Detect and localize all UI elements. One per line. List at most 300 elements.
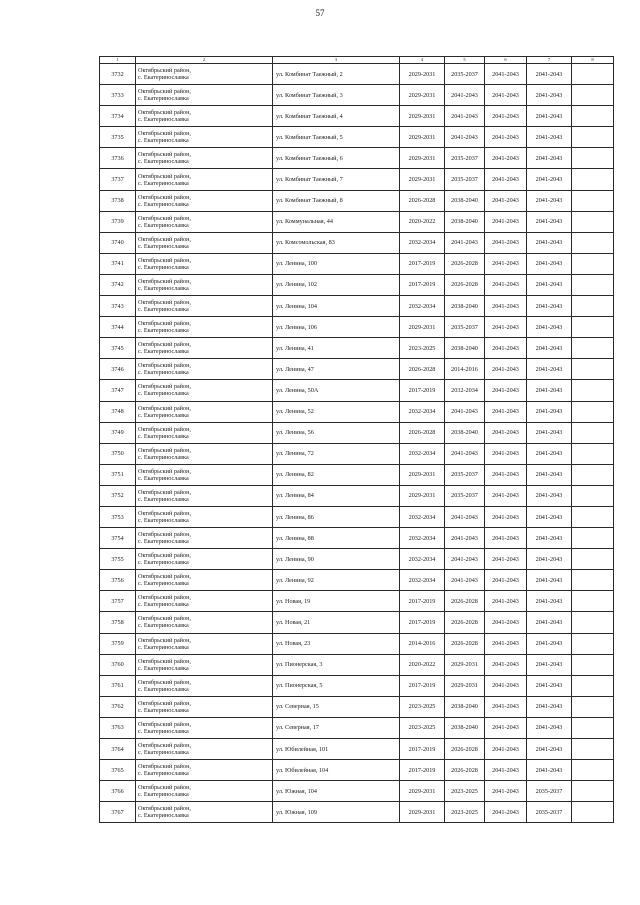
row-number: 3756: [100, 570, 136, 591]
period-cell: 2041-2043: [445, 401, 485, 422]
row-number: 3764: [100, 739, 136, 760]
district-name: Октябрьский район,: [138, 615, 191, 623]
location-cell: [136, 802, 273, 823]
period-cell: 2029-2031: [445, 654, 485, 675]
period-cell: 2041-2043: [445, 443, 485, 464]
empty-cell: [572, 675, 614, 696]
period-cell: 2023-2025: [400, 696, 445, 717]
village-name: с. Екатеринославка: [138, 538, 189, 546]
period-cell: 2032-2034: [400, 296, 445, 317]
period-cell: 2041-2043: [527, 696, 572, 717]
district-name: Октябрьский район,: [138, 510, 191, 518]
district-name: Октябрьский район,: [138, 256, 191, 264]
empty-cell: [572, 612, 614, 633]
period-cell: 2041-2043: [485, 190, 527, 211]
village-name: с. Екатеринославка: [138, 432, 189, 440]
district-name: Октябрьский район,: [138, 404, 191, 412]
address-cell: ул. Новая, 19: [273, 591, 400, 612]
period-cell: 2041-2043: [527, 717, 572, 738]
empty-cell: [572, 85, 614, 106]
empty-cell: [572, 169, 614, 190]
village-name: с. Екатеринославка: [138, 369, 189, 377]
period-cell: 2041-2043: [527, 485, 572, 506]
row-number: 3743: [100, 296, 136, 317]
period-cell: 2041-2043: [485, 654, 527, 675]
address-cell: ул. Ленина, 82: [273, 464, 400, 485]
row-number: 3758: [100, 612, 136, 633]
table-row: [100, 675, 614, 696]
village-name: с. Екатеринославка: [138, 749, 189, 757]
row-number: 3739: [100, 211, 136, 232]
village-name: с. Екатеринославка: [138, 348, 189, 356]
period-cell: 2041-2043: [527, 232, 572, 253]
row-number: 3741: [100, 253, 136, 274]
village-name: с. Екатеринославка: [138, 812, 189, 820]
empty-cell: [572, 232, 614, 253]
period-cell: 2038-2040: [445, 696, 485, 717]
table-row: [100, 274, 614, 295]
district-name: Октябрьский район,: [138, 742, 191, 750]
period-cell: 2041-2043: [527, 570, 572, 591]
empty-cell: [572, 422, 614, 443]
table-row: [100, 506, 614, 527]
period-cell: 2041-2043: [445, 232, 485, 253]
period-cell: 2032-2034: [400, 443, 445, 464]
table-row: [100, 253, 614, 274]
period-cell: 2041-2043: [485, 570, 527, 591]
empty-cell: [572, 485, 614, 506]
address-cell: ул. Комбинат Таежный, 4: [273, 106, 400, 127]
row-number: 3749: [100, 422, 136, 443]
period-cell: 2041-2043: [485, 675, 527, 696]
row-number: 3765: [100, 760, 136, 781]
table-row: [100, 760, 614, 781]
district-name: Октябрьский район,: [138, 299, 191, 307]
period-cell: 2041-2043: [485, 549, 527, 570]
village-name: с. Екатеринославка: [138, 601, 189, 609]
row-number: 3734: [100, 106, 136, 127]
location-cell: [136, 717, 273, 738]
district-name: Октябрьский район,: [138, 109, 191, 117]
location-cell: [136, 85, 273, 106]
period-cell: 2026-2028: [400, 359, 445, 380]
table-row: [100, 106, 614, 127]
location-cell: [136, 633, 273, 654]
period-cell: 2029-2031: [400, 148, 445, 169]
district-name: Октябрьский район,: [138, 488, 191, 496]
period-cell: 2041-2043: [527, 760, 572, 781]
village-name: с. Екатеринославка: [138, 411, 189, 419]
period-cell: 2041-2043: [485, 633, 527, 654]
table-row: [100, 380, 614, 401]
period-cell: 2035-2037: [445, 64, 485, 85]
table-row: [100, 696, 614, 717]
village-name: с. Екатеринославка: [138, 95, 189, 103]
row-number: 3754: [100, 528, 136, 549]
address-cell: ул. Ленина, 84: [273, 485, 400, 506]
period-cell: 2017-2019: [400, 612, 445, 633]
period-cell: 2026-2028: [445, 739, 485, 760]
period-cell: 2041-2043: [527, 739, 572, 760]
village-name: с. Екатеринославка: [138, 559, 189, 567]
location-cell: [136, 506, 273, 527]
period-cell: 2041-2043: [485, 211, 527, 232]
empty-cell: [572, 802, 614, 823]
period-cell: 2041-2043: [445, 506, 485, 527]
empty-cell: [572, 401, 614, 422]
empty-cell: [572, 148, 614, 169]
village-name: с. Екатеринославка: [138, 580, 189, 588]
table-row: [100, 485, 614, 506]
location-cell: [136, 338, 273, 359]
period-cell: 2041-2043: [527, 317, 572, 338]
empty-cell: [572, 528, 614, 549]
period-cell: 2035-2037: [445, 485, 485, 506]
period-cell: 2041-2043: [527, 549, 572, 570]
address-cell: ул. Новая, 21: [273, 612, 400, 633]
column-number-row: [100, 57, 614, 64]
village-name: с. Екатеринославка: [138, 284, 189, 292]
period-cell: 2041-2043: [485, 338, 527, 359]
row-number: 3759: [100, 633, 136, 654]
address-cell: ул. Ленина, 47: [273, 359, 400, 380]
empty-cell: [572, 443, 614, 464]
period-cell: 2017-2019: [400, 253, 445, 274]
address-cell: ул. Ленина, 90: [273, 549, 400, 570]
period-cell: 2038-2040: [445, 422, 485, 443]
period-cell: 2041-2043: [527, 506, 572, 527]
village-name: с. Екатеринославка: [138, 664, 189, 672]
period-cell: 2041-2043: [527, 612, 572, 633]
period-cell: 2041-2043: [485, 760, 527, 781]
address-cell: ул. Северная, 17: [273, 717, 400, 738]
table-row: [100, 654, 614, 675]
empty-cell: [572, 717, 614, 738]
empty-cell: [572, 781, 614, 802]
period-cell: 2041-2043: [527, 591, 572, 612]
period-cell: 2041-2043: [527, 85, 572, 106]
period-cell: 2041-2043: [445, 106, 485, 127]
village-name: с. Екатеринославка: [138, 306, 189, 314]
period-cell: 2041-2043: [485, 739, 527, 760]
period-cell: 2041-2043: [485, 802, 527, 823]
address-cell: ул. Ленина, 92: [273, 570, 400, 591]
address-cell: ул. Ленина, 52: [273, 401, 400, 422]
empty-cell: [572, 739, 614, 760]
period-cell: 2026-2028: [445, 633, 485, 654]
empty-cell: [572, 464, 614, 485]
period-cell: 2041-2043: [445, 85, 485, 106]
period-cell: 2041-2043: [485, 253, 527, 274]
address-cell: ул. Юбилейная, 104: [273, 760, 400, 781]
period-cell: 2041-2043: [485, 717, 527, 738]
period-cell: 2029-2031: [400, 64, 445, 85]
location-cell: [136, 443, 273, 464]
district-name: Октябрьский район,: [138, 573, 191, 581]
period-cell: 2041-2043: [445, 127, 485, 148]
table-row: [100, 591, 614, 612]
address-cell: ул. Ленина, 106: [273, 317, 400, 338]
row-number: 3755: [100, 549, 136, 570]
period-cell: 2026-2028: [445, 274, 485, 295]
period-cell: 2026-2028: [445, 612, 485, 633]
row-number: 3767: [100, 802, 136, 823]
table-row: [100, 359, 614, 380]
district-name: Октябрьский район,: [138, 552, 191, 560]
period-cell: 2029-2031: [400, 485, 445, 506]
address-cell: ул. Комбинат Таежный, 5: [273, 127, 400, 148]
period-cell: 2041-2043: [527, 675, 572, 696]
period-cell: 2041-2043: [527, 253, 572, 274]
table-row: [100, 781, 614, 802]
location-cell: [136, 232, 273, 253]
district-name: Октябрьский район,: [138, 193, 191, 201]
village-name: с. Екатеринославка: [138, 770, 189, 778]
village-name: с. Екатеринославка: [138, 74, 189, 82]
address-cell: ул. Коммунальная, 44: [273, 211, 400, 232]
village-name: с. Екатеринославка: [138, 242, 189, 250]
period-cell: 2041-2043: [527, 64, 572, 85]
row-number: 3766: [100, 781, 136, 802]
address-cell: ул. Ленина, 88: [273, 528, 400, 549]
period-cell: 2041-2043: [527, 528, 572, 549]
empty-cell: [572, 760, 614, 781]
period-cell: 2041-2043: [527, 422, 572, 443]
table-row: [100, 317, 614, 338]
period-cell: 2014-2016: [445, 359, 485, 380]
table-row: [100, 127, 614, 148]
address-cell: ул. Пионерская, 5: [273, 675, 400, 696]
location-cell: [136, 169, 273, 190]
period-cell: 2041-2043: [527, 401, 572, 422]
address-cell: ул. Южная, 109: [273, 802, 400, 823]
location-cell: [136, 127, 273, 148]
village-name: с. Екатеринославка: [138, 327, 189, 335]
table-row: [100, 717, 614, 738]
period-cell: 2041-2043: [485, 317, 527, 338]
village-name: с. Екатеринославка: [138, 643, 189, 651]
period-cell: 2038-2040: [445, 296, 485, 317]
period-cell: 2017-2019: [400, 760, 445, 781]
period-cell: 2035-2037: [527, 781, 572, 802]
empty-cell: [572, 253, 614, 274]
column-header: 8: [572, 57, 614, 64]
table-row: [100, 190, 614, 211]
period-cell: 2041-2043: [527, 211, 572, 232]
period-cell: 2029-2031: [400, 127, 445, 148]
location-cell: [136, 401, 273, 422]
empty-cell: [572, 317, 614, 338]
period-cell: 2041-2043: [485, 422, 527, 443]
row-number: 3733: [100, 85, 136, 106]
period-cell: 2023-2025: [445, 802, 485, 823]
housing-registry-table: [99, 56, 614, 823]
location-cell: [136, 675, 273, 696]
period-cell: 2032-2034: [400, 570, 445, 591]
period-cell: 2041-2043: [527, 359, 572, 380]
table-row: [100, 401, 614, 422]
address-cell: ул. Ленина, 50А: [273, 380, 400, 401]
period-cell: 2026-2028: [445, 591, 485, 612]
period-cell: 2041-2043: [485, 485, 527, 506]
period-cell: 2029-2031: [400, 802, 445, 823]
period-cell: 2041-2043: [445, 549, 485, 570]
district-name: Октябрьский район,: [138, 699, 191, 707]
period-cell: 2041-2043: [485, 85, 527, 106]
period-cell: 2017-2019: [400, 591, 445, 612]
empty-cell: [572, 106, 614, 127]
period-cell: 2035-2037: [445, 148, 485, 169]
period-cell: 2041-2043: [485, 148, 527, 169]
address-cell: ул. Комбинат Таежный, 2: [273, 64, 400, 85]
village-name: с. Екатеринославка: [138, 453, 189, 461]
district-name: Октябрьский район,: [138, 172, 191, 180]
location-cell: [136, 760, 273, 781]
period-cell: 2035-2037: [527, 802, 572, 823]
district-name: Октябрьский район,: [138, 320, 191, 328]
period-cell: 2032-2034: [445, 380, 485, 401]
district-name: Октябрьский район,: [138, 636, 191, 644]
address-cell: ул. Ленина, 104: [273, 296, 400, 317]
village-name: с. Екатеринославка: [138, 221, 189, 229]
table-row: [100, 549, 614, 570]
address-cell: ул. Южная, 104: [273, 781, 400, 802]
location-cell: [136, 274, 273, 295]
table-row: [100, 739, 614, 760]
column-header: 7: [527, 57, 572, 64]
address-cell: ул. Комбинат Таежный, 3: [273, 85, 400, 106]
period-cell: 2014-2016: [400, 633, 445, 654]
village-name: с. Екатеринославка: [138, 390, 189, 398]
period-cell: 2029-2031: [400, 169, 445, 190]
table-row: [100, 169, 614, 190]
period-cell: 2041-2043: [527, 190, 572, 211]
period-cell: 2041-2043: [485, 591, 527, 612]
period-cell: 2035-2037: [445, 464, 485, 485]
location-cell: [136, 612, 273, 633]
period-cell: 2041-2043: [527, 380, 572, 401]
period-cell: 2041-2043: [527, 338, 572, 359]
row-number: 3744: [100, 317, 136, 338]
table-body: [100, 64, 614, 823]
empty-cell: [572, 190, 614, 211]
row-number: 3750: [100, 443, 136, 464]
address-cell: ул. Ленина, 72: [273, 443, 400, 464]
empty-cell: [572, 591, 614, 612]
location-cell: [136, 106, 273, 127]
period-cell: 2035-2037: [445, 317, 485, 338]
district-name: Октябрьский район,: [138, 531, 191, 539]
period-cell: 2041-2043: [485, 274, 527, 295]
period-cell: 2041-2043: [527, 633, 572, 654]
address-cell: ул. Ленина, 100: [273, 253, 400, 274]
address-cell: ул. Ленина, 102: [273, 274, 400, 295]
period-cell: 2020-2022: [400, 211, 445, 232]
period-cell: 2017-2019: [400, 739, 445, 760]
district-name: Октябрьский район,: [138, 151, 191, 159]
village-name: с. Екатеринославка: [138, 791, 189, 799]
row-number: 3757: [100, 591, 136, 612]
location-cell: [136, 591, 273, 612]
page-number: 57: [315, 8, 325, 18]
empty-cell: [572, 696, 614, 717]
empty-cell: [572, 211, 614, 232]
row-number: 3748: [100, 401, 136, 422]
table-row: [100, 85, 614, 106]
village-name: с. Екатеринославка: [138, 200, 189, 208]
empty-cell: [572, 274, 614, 295]
district-name: Октябрьский район,: [138, 67, 191, 75]
village-name: с. Екатеринославка: [138, 158, 189, 166]
address-cell: ул. Пионерская, 3: [273, 654, 400, 675]
empty-cell: [572, 506, 614, 527]
empty-cell: [572, 359, 614, 380]
period-cell: 2041-2043: [485, 296, 527, 317]
empty-cell: [572, 296, 614, 317]
period-cell: 2032-2034: [400, 232, 445, 253]
empty-cell: [572, 633, 614, 654]
period-cell: 2029-2031: [400, 106, 445, 127]
period-cell: 2041-2043: [527, 274, 572, 295]
period-cell: 2041-2043: [527, 127, 572, 148]
row-number: 3736: [100, 148, 136, 169]
period-cell: 2041-2043: [527, 106, 572, 127]
village-name: с. Екатеринославка: [138, 622, 189, 630]
row-number: 3735: [100, 127, 136, 148]
village-name: с. Екатеринославка: [138, 179, 189, 187]
period-cell: 2041-2043: [485, 380, 527, 401]
row-number: 3738: [100, 190, 136, 211]
row-number: 3747: [100, 380, 136, 401]
district-name: Октябрьский район,: [138, 88, 191, 96]
empty-cell: [572, 64, 614, 85]
period-cell: 2029-2031: [400, 85, 445, 106]
period-cell: 2035-2037: [445, 169, 485, 190]
column-header: 5: [445, 57, 485, 64]
column-header: 4: [400, 57, 445, 64]
location-cell: [136, 380, 273, 401]
location-cell: [136, 528, 273, 549]
table-row: [100, 338, 614, 359]
location-cell: [136, 253, 273, 274]
district-name: Октябрьский район,: [138, 341, 191, 349]
period-cell: 2038-2040: [445, 211, 485, 232]
period-cell: 2041-2043: [485, 359, 527, 380]
period-cell: 2041-2043: [485, 401, 527, 422]
location-cell: [136, 296, 273, 317]
address-cell: ул. Комбинат Таежный, 8: [273, 190, 400, 211]
table-row: [100, 464, 614, 485]
period-cell: 2023-2025: [445, 781, 485, 802]
district-name: Октябрьский район,: [138, 277, 191, 285]
address-cell: ул. Северная, 15: [273, 696, 400, 717]
village-name: с. Екатеринославка: [138, 706, 189, 714]
address-cell: ул. Комбинат Таежный, 7: [273, 169, 400, 190]
period-cell: 2023-2025: [400, 717, 445, 738]
location-cell: [136, 422, 273, 443]
location-cell: [136, 654, 273, 675]
period-cell: 2041-2043: [527, 296, 572, 317]
period-cell: 2017-2019: [400, 274, 445, 295]
village-name: с. Екатеринославка: [138, 727, 189, 735]
district-name: Октябрьский район,: [138, 678, 191, 686]
period-cell: 2041-2043: [445, 528, 485, 549]
district-name: Октябрьский район,: [138, 362, 191, 370]
location-cell: [136, 359, 273, 380]
location-cell: [136, 549, 273, 570]
location-cell: [136, 464, 273, 485]
period-cell: 2041-2043: [485, 232, 527, 253]
